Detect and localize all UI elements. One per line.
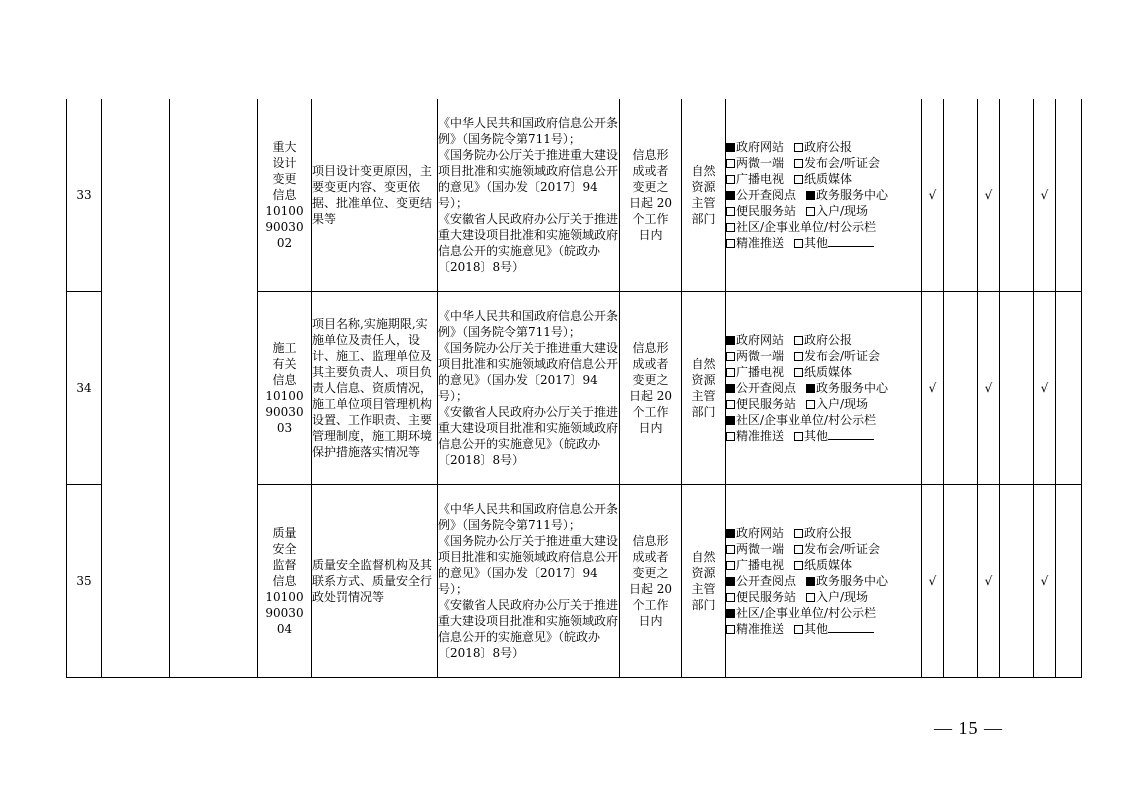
page-number: — 15 — xyxy=(934,718,1003,738)
checkbox-icon xyxy=(794,336,803,345)
channel-label: 广播电视 xyxy=(736,557,785,572)
channel-label: 纸质媒体 xyxy=(804,171,853,186)
fill-in-blank xyxy=(828,622,874,633)
channel-line xyxy=(726,219,921,235)
checkbox-icon xyxy=(794,159,803,168)
channel-label: 纸质媒体 xyxy=(804,364,853,379)
subcategory-cell xyxy=(170,99,258,677)
checkbox-icon xyxy=(794,175,803,184)
checkbox-icon xyxy=(726,207,735,216)
channel-label: 入户/现场 xyxy=(816,589,869,604)
checkbox-icon xyxy=(726,175,735,184)
row-number: 34 xyxy=(67,291,102,484)
channel-label: 发布会/听证会 xyxy=(804,541,881,556)
disclosure-channels xyxy=(726,99,922,291)
disclosure-table xyxy=(66,99,1082,678)
checkbox-icon xyxy=(794,368,803,377)
checked-box-icon xyxy=(726,577,735,586)
channel-line xyxy=(726,139,921,155)
disclosure-subject: 自然 资源 主管 部门 xyxy=(682,484,726,677)
check-mark-cell: √ xyxy=(922,484,944,677)
channel-label: 社区/企事业单位/村公示栏 xyxy=(736,412,877,427)
channel-line xyxy=(726,557,921,573)
checkbox-icon xyxy=(794,239,803,248)
checked-box-icon xyxy=(726,336,735,345)
checked-box-icon xyxy=(726,384,735,393)
checkbox-icon xyxy=(726,159,735,168)
channel-label: 公开查阅点 xyxy=(736,187,797,202)
checkbox-icon xyxy=(794,545,803,554)
checkbox-icon xyxy=(794,143,803,152)
channel-label: 社区/企事业单位/村公示栏 xyxy=(736,605,877,620)
checkbox-icon xyxy=(806,400,815,409)
disclosure-deadline: 信息形 成或者 变更之 日起 20 个工作 日内 xyxy=(620,291,682,484)
check-mark-cell xyxy=(1000,291,1034,484)
channel-label: 精准推送 xyxy=(736,428,785,443)
channel-label: 入户/现场 xyxy=(816,203,869,218)
channel-label: 广播电视 xyxy=(736,364,785,379)
checked-box-icon xyxy=(806,384,815,393)
channel-line xyxy=(726,621,921,637)
channel-line xyxy=(726,187,921,203)
channel-label: 两微一端 xyxy=(736,541,785,556)
check-mark-cell: √ xyxy=(1034,99,1056,291)
checkbox-icon xyxy=(794,352,803,361)
check-mark-cell xyxy=(1056,99,1082,291)
disclosure-basis: 《中华人民共和国政府信息公开条例》（国务院令第711号）； 《国务院办公厅关于推进重大建设项目批准和实施领域政府信息公开的意见》（国办发〔2017〕94号）； 《安徽省人民政府办公厅关于推进重大建设项目批准和实施领域政府信息公开的实施意见》（皖政办〔2018〕8号） xyxy=(438,99,620,291)
check-mark-cell xyxy=(1000,99,1034,291)
row-number: 35 xyxy=(67,484,102,677)
check-mark-cell xyxy=(1056,484,1082,677)
disclosure-content: 项目设计变更原因，主要变更内容、变更依据、批准单位、变更结果等 xyxy=(312,99,438,291)
channel-label: 精准推送 xyxy=(736,621,785,636)
channel-line xyxy=(726,380,921,396)
channel-line xyxy=(726,428,921,444)
check-mark-cell: √ xyxy=(978,484,1000,677)
channel-line xyxy=(726,541,921,557)
checkbox-icon xyxy=(794,529,803,538)
check-mark-cell: √ xyxy=(922,99,944,291)
channel-label: 公开查阅点 xyxy=(736,380,797,395)
fill-in-blank xyxy=(828,236,874,247)
channel-label: 入户/现场 xyxy=(816,396,869,411)
checkbox-icon xyxy=(794,625,803,634)
checkbox-icon xyxy=(806,207,815,216)
item-name: 施工 有关 信息 10100 90030 03 xyxy=(258,291,312,484)
channel-label: 便民服务站 xyxy=(736,396,797,411)
checked-box-icon xyxy=(726,416,735,425)
checkbox-icon xyxy=(726,625,735,634)
channel-label: 政府公报 xyxy=(804,525,853,540)
channel-label: 政府公报 xyxy=(804,332,853,347)
item-name: 重大 设计 变更 信息 10100 90030 02 xyxy=(258,99,312,291)
disclosure-content: 质量安全监督机构及其联系方式、质量安全行政处罚情况等 xyxy=(312,484,438,677)
channel-label: 其他 xyxy=(804,428,829,443)
checked-box-icon xyxy=(726,191,735,200)
channel-label: 发布会/听证会 xyxy=(804,155,881,170)
checkbox-icon xyxy=(794,432,803,441)
checkbox-icon xyxy=(726,593,735,602)
channel-line xyxy=(726,348,921,364)
channel-line xyxy=(726,203,921,219)
check-mark-cell: √ xyxy=(978,291,1000,484)
channel-line xyxy=(726,155,921,171)
check-mark-cell: √ xyxy=(1034,484,1056,677)
channel-line xyxy=(726,332,921,348)
channel-line xyxy=(726,573,921,589)
check-mark-cell xyxy=(1056,291,1082,484)
category-cell xyxy=(102,99,170,677)
channel-label: 政务服务中心 xyxy=(816,573,889,588)
checkbox-icon xyxy=(806,593,815,602)
channel-label: 政府网站 xyxy=(736,332,785,347)
channel-line xyxy=(726,171,921,187)
check-mark-cell: √ xyxy=(978,99,1000,291)
checkbox-icon xyxy=(726,352,735,361)
checkbox-icon xyxy=(726,368,735,377)
channel-label: 政府网站 xyxy=(736,525,785,540)
checkbox-icon xyxy=(726,223,735,232)
table-row xyxy=(67,99,1082,291)
checkbox-icon xyxy=(794,561,803,570)
channel-label: 公开查阅点 xyxy=(736,573,797,588)
item-name: 质量 安全 监督 信息 10100 90030 04 xyxy=(258,484,312,677)
channel-label: 便民服务站 xyxy=(736,589,797,604)
channel-line xyxy=(726,235,921,251)
channel-label: 政府网站 xyxy=(736,139,785,154)
channel-label: 发布会/听证会 xyxy=(804,348,881,363)
check-mark-cell xyxy=(944,99,978,291)
channel-label: 政府公报 xyxy=(804,139,853,154)
channel-line xyxy=(726,364,921,380)
checkbox-icon xyxy=(726,239,735,248)
disclosure-deadline: 信息形 成或者 变更之 日起 20 个工作 日内 xyxy=(620,484,682,677)
channel-label: 社区/企事业单位/村公示栏 xyxy=(736,219,877,234)
disclosure-deadline: 信息形 成或者 变更之 日起 20 个工作 日内 xyxy=(620,99,682,291)
channel-label: 政务服务中心 xyxy=(816,380,889,395)
channel-label: 两微一端 xyxy=(736,155,785,170)
checked-box-icon xyxy=(726,143,735,152)
check-mark-cell xyxy=(944,291,978,484)
row-number: 33 xyxy=(67,99,102,291)
checkbox-icon xyxy=(726,432,735,441)
disclosure-basis: 《中华人民共和国政府信息公开条例》（国务院令第711号）； 《国务院办公厅关于推进重大建设项目批准和实施领域政府信息公开的意见》（国办发〔2017〕94号）； 《安徽省人民政府办公厅关于推进重大建设项目批准和实施领域政府信息公开的实施意见》（皖政办〔2018〕8号） xyxy=(438,484,620,677)
channel-label: 其他 xyxy=(804,235,829,250)
checkbox-icon xyxy=(726,400,735,409)
checkbox-icon xyxy=(726,561,735,570)
channel-label: 两微一端 xyxy=(736,348,785,363)
check-mark-cell: √ xyxy=(1034,291,1056,484)
disclosure-channels xyxy=(726,291,922,484)
channel-label: 政务服务中心 xyxy=(816,187,889,202)
check-mark-cell xyxy=(1000,484,1034,677)
channel-line xyxy=(726,525,921,541)
check-mark-cell xyxy=(944,484,978,677)
disclosure-subject: 自然 资源 主管 部门 xyxy=(682,291,726,484)
checkbox-icon xyxy=(726,545,735,554)
channel-line xyxy=(726,412,921,428)
checked-box-icon xyxy=(726,609,735,618)
channel-label: 便民服务站 xyxy=(736,203,797,218)
channel-line xyxy=(726,589,921,605)
channel-label: 其他 xyxy=(804,621,829,636)
checked-box-icon xyxy=(806,191,815,200)
checked-box-icon xyxy=(726,529,735,538)
channel-label: 广播电视 xyxy=(736,171,785,186)
fill-in-blank xyxy=(828,429,874,440)
channel-label: 精准推送 xyxy=(736,235,785,250)
disclosure-channels xyxy=(726,484,922,677)
disclosure-subject: 自然 资源 主管 部门 xyxy=(682,99,726,291)
disclosure-basis: 《中华人民共和国政府信息公开条例》（国务院令第711号）； 《国务院办公厅关于推进重大建设项目批准和实施领域政府信息公开的意见》（国办发〔2017〕94号）； 《安徽省人民政府办公厅关于推进重大建设项目批准和实施领域政府信息公开的实施意见》（皖政办〔2018〕8号） xyxy=(438,291,620,484)
channel-line xyxy=(726,396,921,412)
channel-label: 纸质媒体 xyxy=(804,557,853,572)
disclosure-content: 项目名称,实施期限,实施单位及责任人，设计、施工、监理单位及其主要负责人、项目负责人信息、资质情况，施工单位项目管理机构设置、工作职责、主要管理制度，施工期环境保护措施落实情况等 xyxy=(312,291,438,484)
checked-box-icon xyxy=(806,577,815,586)
check-mark-cell: √ xyxy=(922,291,944,484)
channel-line xyxy=(726,605,921,621)
